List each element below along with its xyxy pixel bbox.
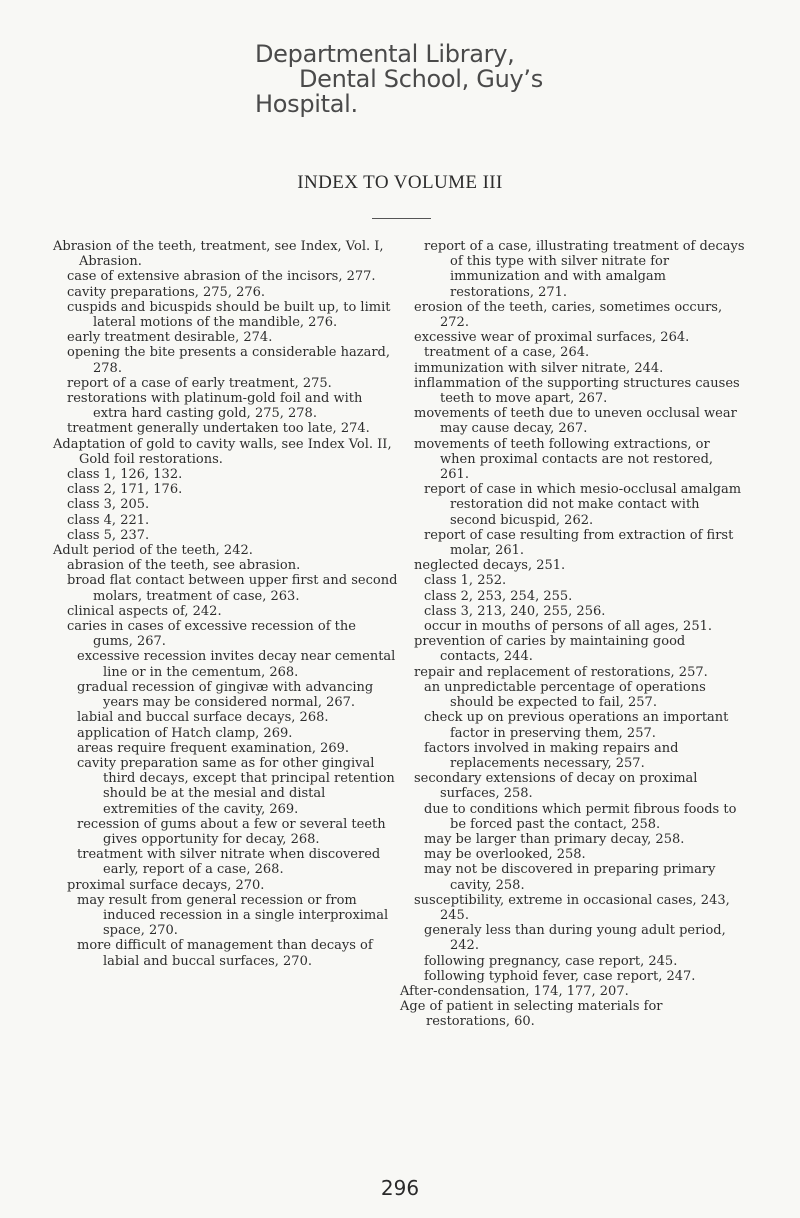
index-entry: repair and replacement of restorations, 257. [414, 664, 708, 680]
index-entry: clinical aspects of, 242. [67, 603, 222, 619]
index-entry: an unpredictable percentage of operations should be expected to fail, 257. [424, 679, 706, 711]
index-entry: labial and buccal surface decays, 268. [77, 710, 329, 726]
index-entry: opening the bite presents a considerable hazard, 278. [67, 345, 391, 376]
index-entry: cavity preparation same as for other gingival third decays, except that principal retention should be at the mesial and distal extremities of the cavity, 269. [77, 755, 395, 817]
index-entry: areas require frequent examination, 269. [77, 740, 350, 756]
index-entry: movements of teeth following extractions, or when proximal contacts are not restored, 261. [414, 436, 714, 483]
index-entry: following pregnancy, case report, 245. [424, 953, 678, 969]
index-entry: may not be discovered in preparing primary cavity, 258. [424, 862, 716, 893]
stamp-line-2: Dental School, Guy’s Hospital. [255, 65, 543, 118]
index-entry: excessive wear of proximal surfaces, 264. [414, 330, 690, 346]
index-entry: Adaptation of gold to cavity walls, see Index Vol. II, Gold foil restorations. [53, 436, 392, 467]
index-entry: prevention of caries by maintaining good contacts, 244. [414, 634, 686, 665]
index-column-left [53, 239, 399, 969]
index-entry: class 1, 252. [424, 573, 507, 589]
index-entry: class 2, 253, 254, 255. [424, 588, 573, 604]
index-entry: generaly less than during young adult period, 242. [424, 923, 726, 954]
index-entry: treatment of a case, 264. [424, 345, 590, 361]
index-entry: excessive recession invites decay near cemental line or in the cementum, 268. [77, 649, 396, 680]
index-entry: movements of teeth due to uneven occlusal wear may cause decay, 267. [414, 406, 737, 437]
index-entry: may be overlooked, 258. [424, 847, 586, 863]
index-entry: treatment generally undertaken too late, 274. [67, 421, 370, 437]
index-entry: due to conditions which permit fibrous foods to be forced past the contact, 258. [424, 801, 737, 832]
index-entry: may result from general recession or from induced recession in a single interproximal space, 270. [77, 892, 389, 939]
index-entry: case of extensive abrasion of the incisors, 277. [67, 269, 376, 285]
index-entry: more difficult of management than decays of labial and buccal surfaces, 270. [77, 938, 373, 969]
index-entry: report of a case, illustrating treatment of decays of this type with silver nitrate for immunization and with amalgam restorations, 271. [424, 239, 745, 300]
index-entry: gradual recession of gingivæ with advancing years may be considered normal, 267. [77, 679, 374, 711]
index-entry: proximal surface decays, 270. [67, 877, 265, 893]
index-entry: abrasion of the teeth, see abrasion. [67, 558, 301, 574]
index-entry: secondary extensions of decay on proximal surfaces, 258. [414, 771, 698, 802]
index-entry: class 2, 171, 176. [67, 482, 183, 498]
index-entry: class 1, 126, 132. [67, 467, 183, 483]
index-entry: application of Hatch clamp, 269. [77, 725, 293, 741]
index-entry: class 3, 213, 240, 255, 256. [424, 603, 606, 619]
index-entry: treatment with silver nitrate when discovered early, report of a case, 268. [77, 847, 381, 878]
index-entry: Adult period of the teeth, 242. [53, 543, 253, 559]
stamp-line-1: Departmental Library, [255, 40, 515, 68]
index-entry: broad flat contact between upper first and second molars, treatment of case, 263. [67, 573, 398, 604]
index-entry: Abrasion of the teeth, treatment, see Index, Vol. I, Abrasion. [53, 239, 384, 270]
index-entry: cuspids and bicuspids should be built up, to limit lateral motions of the mandible, 276. [67, 299, 391, 331]
index-entry: factors involved in making repairs and replacements necessary, 257. [424, 740, 679, 771]
page-title: INDEX TO VOLUME III [297, 172, 503, 193]
index-entry: report of a case of early treatment, 275. [67, 375, 332, 391]
index-entry: Age of patient in selecting materials for restorations, 60. [400, 999, 663, 1030]
page-number: 296 [380, 1176, 420, 1200]
index-entry: immunization with silver nitrate, 244. [414, 360, 664, 376]
index-entry: class 5, 237. [67, 527, 150, 543]
index-entry: may be larger than primary decay, 258. [424, 831, 685, 847]
index-entry: After-condensation, 174, 177, 207. [400, 983, 629, 999]
index-entry: neglected decays, 251. [414, 558, 566, 574]
title-divider [372, 218, 431, 219]
index-entry: class 3, 205. [67, 497, 150, 513]
library-stamp [205, 42, 625, 117]
index-entry: recession of gums about a few or several teeth gives opportunity for decay, 268. [77, 816, 386, 847]
index-entry: report of case in which mesio-occlusal amalgam restoration did not make contact with second bicuspid, 262. [424, 482, 742, 528]
index-entry: early treatment desirable, 274. [67, 330, 273, 346]
index-entry: inflammation of the supporting structures causes teeth to move apart, 267. [414, 375, 740, 407]
index-entry: occur in mouths of persons of all ages, 251. [424, 619, 712, 635]
index-entry: susceptibility, extreme in occasional cases, 243, 245. [414, 892, 730, 923]
index-entry: restorations with platinum-gold foil and with extra hard casting gold, 275, 278. [67, 391, 363, 422]
index-entry: erosion of the teeth, caries, sometimes occurs, 272. [414, 299, 723, 331]
index-entry: caries in cases of excessive recession of the gums, 267. [67, 619, 356, 650]
index-column-right [400, 239, 746, 1030]
index-entry: cavity preparations, 275, 276. [67, 284, 266, 300]
index-entry: class 4, 221. [67, 512, 150, 528]
index-entry: report of case resulting from extraction of first molar, 261. [424, 527, 734, 559]
index-entry: check up on previous operations an important factor in preserving them, 257. [424, 710, 729, 741]
index-entry: following typhoid fever, case report, 247. [424, 968, 696, 984]
